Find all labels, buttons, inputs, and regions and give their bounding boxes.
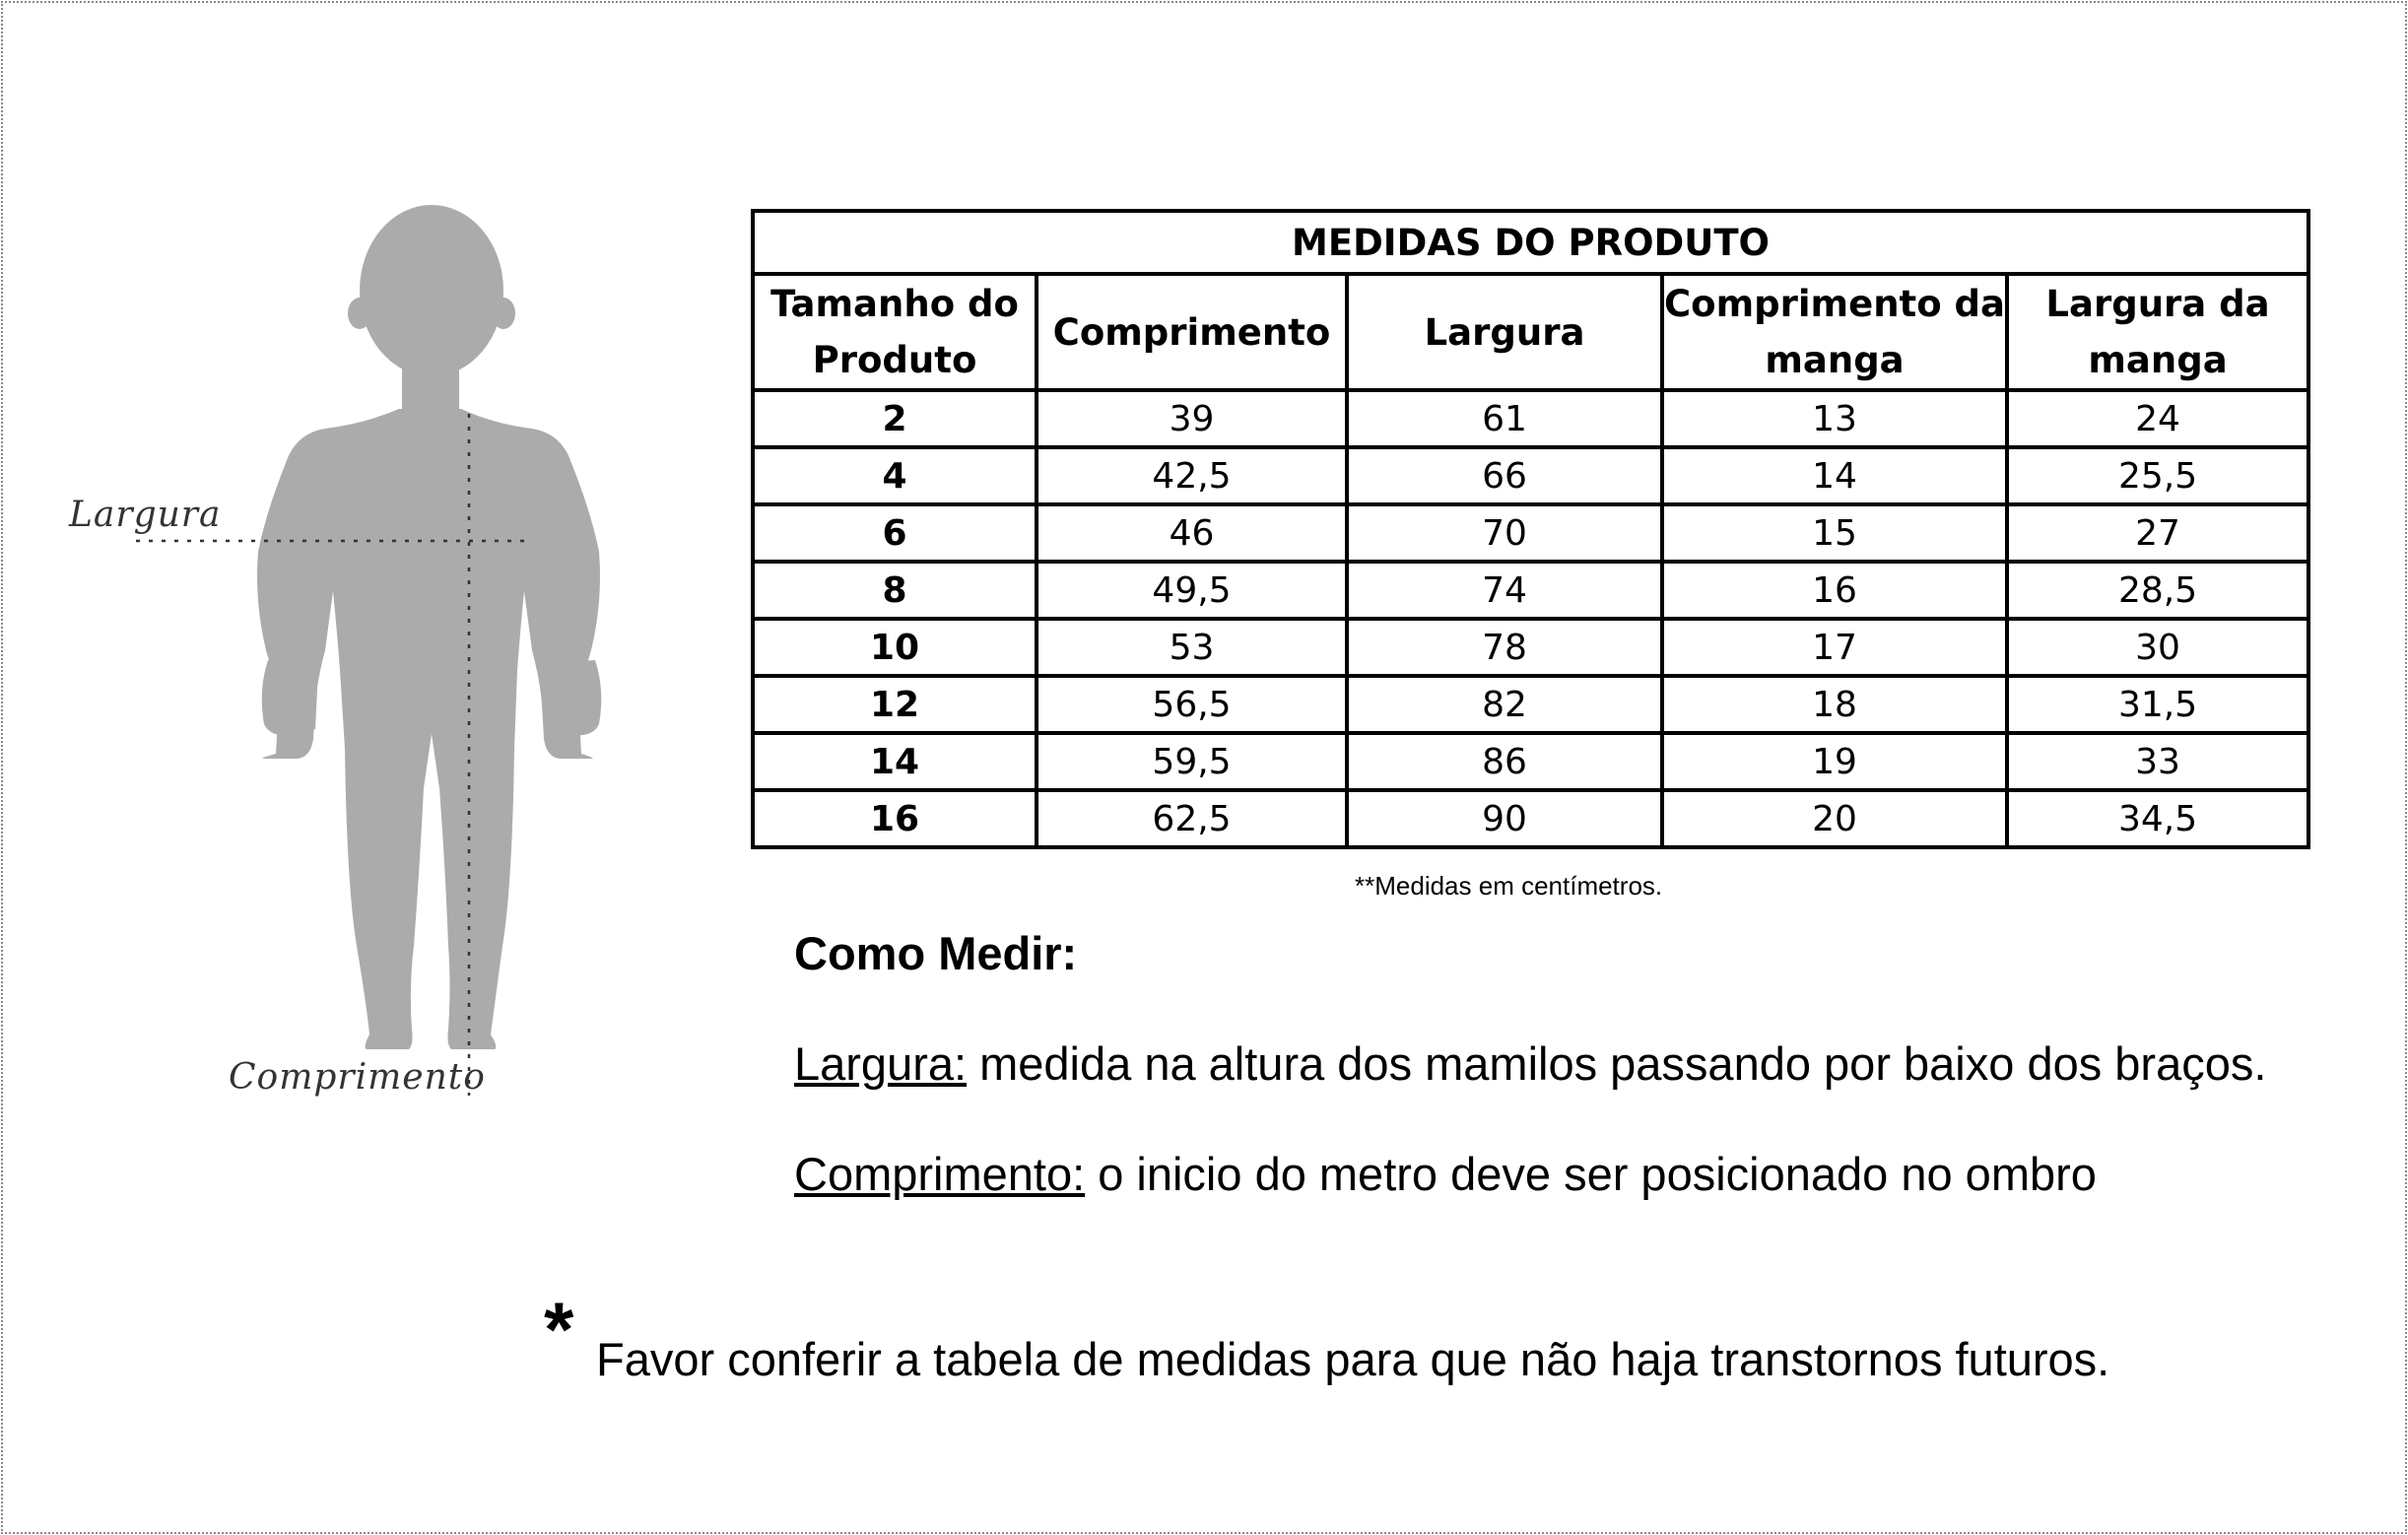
sleeve-width-cell: 30	[2007, 619, 2308, 676]
table-row	[753, 733, 2308, 790]
width-description: medida na altura dos mamilos passando por baixo dos braços.	[967, 1037, 2267, 1090]
width-term: Largura:	[794, 1037, 968, 1090]
length-cell: 49,5	[1037, 562, 1347, 619]
width-cell: 61	[1347, 390, 1662, 447]
warning-text: Favor conferir a tabela de medidas para que não haja transtornos futuros.	[596, 1333, 2110, 1385]
sleeve-length-cell: 15	[1662, 504, 2007, 562]
length-cell: 53	[1037, 619, 1347, 676]
width-cell: 86	[1347, 733, 1662, 790]
width-cell: 78	[1347, 619, 1662, 676]
size-chart-table	[751, 209, 2310, 849]
size-cell: 12	[753, 676, 1037, 733]
width-cell: 70	[1347, 504, 1662, 562]
sleeve-width-cell: 25,5	[2007, 447, 2308, 504]
sleeve-length-cell: 13	[1662, 390, 2007, 447]
sleeve-length-cell: 18	[1662, 676, 2007, 733]
sleeve-width-cell: 28,5	[2007, 562, 2308, 619]
how-to-measure-title: Como Medir:	[794, 927, 1078, 979]
units-note: **Medidas em centímetros.	[1355, 871, 1663, 901]
sleeve-length-cell: 19	[1662, 733, 2007, 790]
header-size: Tamanho do Produto	[753, 274, 1037, 390]
table-row	[753, 619, 2308, 676]
width-cell: 82	[1347, 676, 1662, 733]
table-title: MEDIDAS DO PRODUTO	[753, 211, 2308, 274]
size-cell: 2	[753, 390, 1037, 447]
size-cell: 8	[753, 562, 1037, 619]
length-instruction	[794, 1147, 2097, 1201]
length-cell: 62,5	[1037, 790, 1347, 847]
length-description: o inicio do metro deve ser posicionado no ombro	[1085, 1148, 2097, 1200]
size-cell: 6	[753, 504, 1037, 562]
sleeve-width-cell: 33	[2007, 733, 2308, 790]
header-width: Largura	[1347, 274, 1662, 390]
table-row	[753, 447, 2308, 504]
sleeve-width-cell: 31,5	[2007, 676, 2308, 733]
length-cell: 42,5	[1037, 447, 1347, 504]
table-row	[753, 390, 2308, 447]
sleeve-length-cell: 20	[1662, 790, 2007, 847]
sleeve-length-cell: 17	[1662, 619, 2007, 676]
width-cell: 90	[1347, 790, 1662, 847]
size-cell: 10	[753, 619, 1037, 676]
length-term: Comprimento:	[794, 1148, 1086, 1200]
length-cell: 46	[1037, 504, 1347, 562]
width-guide-label: Largura	[69, 495, 222, 535]
measurement-figure	[0, 0, 690, 1182]
length-guide-label: Comprimento	[229, 1057, 486, 1098]
width-cell: 66	[1347, 447, 1662, 504]
length-cell: 56,5	[1037, 676, 1347, 733]
sleeve-width-cell: 24	[2007, 390, 2308, 447]
width-cell: 74	[1347, 562, 1662, 619]
width-instruction	[794, 1036, 2266, 1091]
table-row	[753, 562, 2308, 619]
length-cell: 39	[1037, 390, 1347, 447]
table-row	[753, 790, 2308, 847]
sleeve-width-cell: 27	[2007, 504, 2308, 562]
size-cell: 14	[753, 733, 1037, 790]
length-cell: 59,5	[1037, 733, 1347, 790]
header-sleeve-length: Comprimento da manga	[1662, 274, 2007, 390]
header-length: Comprimento	[1037, 274, 1347, 390]
size-cell: 16	[753, 790, 1037, 847]
child-silhouette-icon	[0, 0, 690, 1182]
sleeve-length-cell: 16	[1662, 562, 2007, 619]
sleeve-length-cell: 14	[1662, 447, 2007, 504]
table-row	[753, 676, 2308, 733]
table-row	[753, 504, 2308, 562]
size-cell: 4	[753, 447, 1037, 504]
header-sleeve-width: Largura da manga	[2007, 274, 2308, 390]
asterisk-icon: *	[544, 1286, 574, 1372]
sleeve-width-cell: 34,5	[2007, 790, 2308, 847]
